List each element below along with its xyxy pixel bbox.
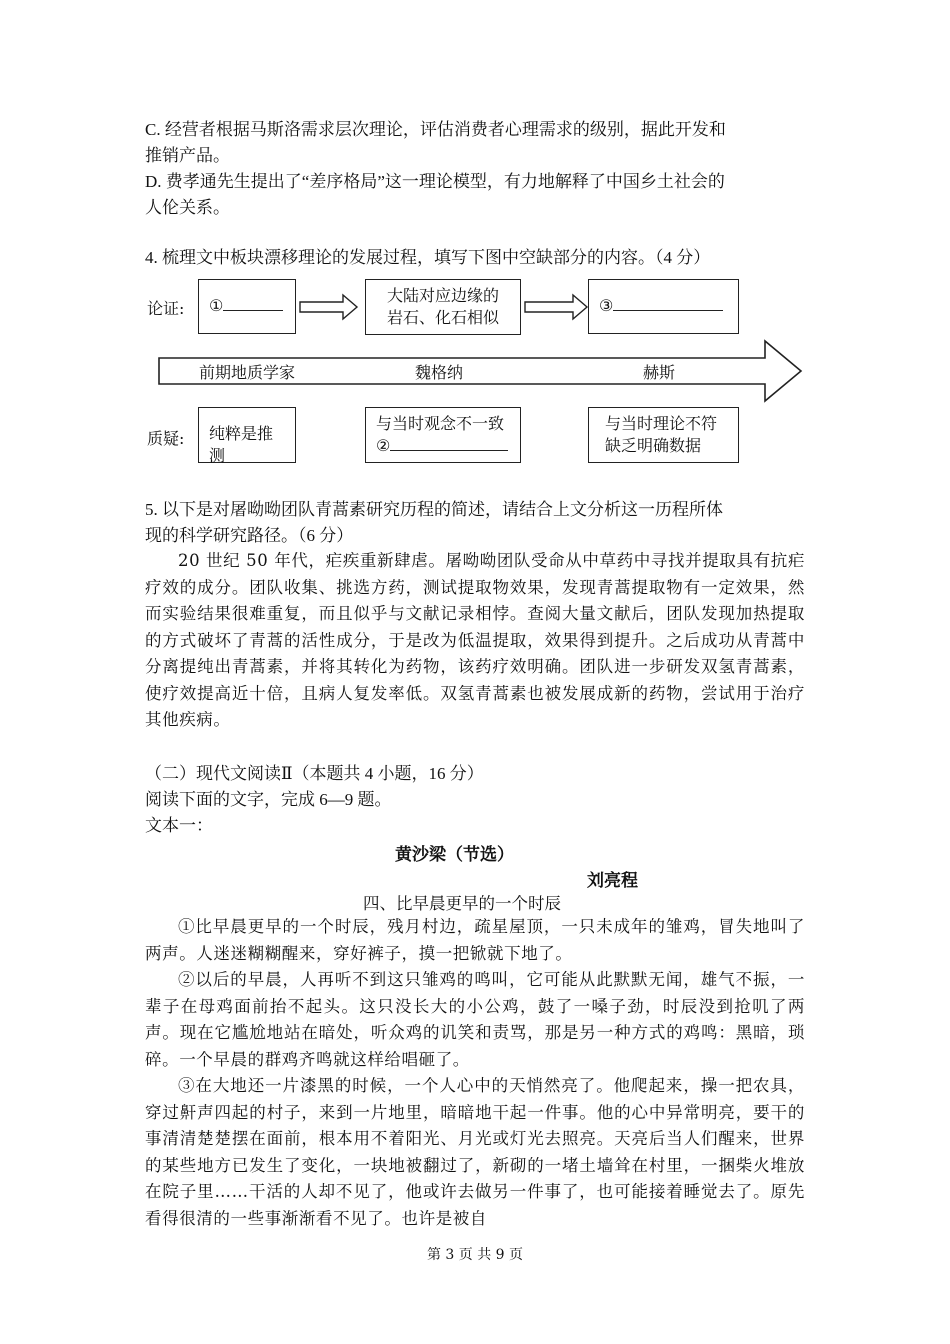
section2-instruction: 阅读下面的文字，完成 6—9 题。 bbox=[145, 790, 392, 809]
timeline-hess: 赫斯 bbox=[643, 363, 676, 382]
argument-box-3 bbox=[588, 279, 739, 334]
q3-option-d-line2: 人伦关系。 bbox=[145, 198, 230, 217]
doubt-box-2 bbox=[365, 407, 521, 463]
q5-passage-text: 20 世纪 50 年代，疟疾重新肆虐。屠呦呦团队受命从中草药中寻找并提取具有抗疟疗效的成分。团队收集、挑选方药，测试提取物效果，发现青蒿提取物有一定效果，然而实验结果很难重复，而且似乎与文献记录相悖。查阅大量文献后，团队发现加热提取的方式破坏了青蒿的活性成分，于是改为低温提取，效果得到提升。之后成功从青蒿中分离提纯出青蒿素，并将其转化为药物，该药疗效明确。团队进一步研发双氢青蒿素，使疗效提高近十倍，且病人复发率低。双氢青蒿素也被发展成新的药物，尝试用于治疗其他疾病。 bbox=[145, 551, 805, 729]
doubt-box-3-line2: 缺乏明确数据 bbox=[605, 436, 702, 455]
article-title: 黄沙梁（节选） bbox=[395, 845, 514, 865]
argument-box-2-line1: 大陆对应边缘的 bbox=[386, 286, 499, 305]
section2-text-label: 文本一： bbox=[145, 816, 213, 835]
label-argument: 论证: bbox=[147, 299, 185, 318]
q5-passage bbox=[145, 548, 805, 734]
doubt-box-3-line1: 与当时理论不符 bbox=[605, 414, 718, 433]
answer-blank-2 bbox=[390, 450, 508, 451]
q5-stem-line2: 现的科学研究路径。（6 分） bbox=[145, 526, 354, 545]
label-doubt: 质疑: bbox=[147, 429, 185, 448]
doubt-box-1-text: 纯粹是推测 bbox=[209, 424, 274, 465]
plate-tectonics-diagram bbox=[145, 270, 810, 480]
blank-marker-1: ① bbox=[209, 296, 224, 315]
q4-stem: 4. 梳理文中板块漂移理论的发展过程，填写下图中空缺部分的内容。（4 分） bbox=[145, 248, 711, 267]
article-paragraph: ②以后的早晨，人再听不到这只雏鸡的鸣叫，它可能从此默默无闻，雄气不振，一辈子在母鸡面前抬不起头。这只没长大的小公鸡，鼓了一嗓子劲，时辰没到抢叽了两声。现在它尴尬地站在暗处，听众鸡的讥笑和责骂，那是另一种方式的鸡鸣：黑暗，琐碎。一个早晨的群鸡齐鸣就这样给唱砸了。 bbox=[145, 970, 805, 1069]
page-footer: 第 3 页 共 9 页 bbox=[426, 1247, 524, 1263]
arrow-connector-1 bbox=[300, 295, 357, 319]
argument-box-2-line2: 岩石、化石相似 bbox=[386, 308, 499, 327]
q3-option-c-line2: 推销产品。 bbox=[145, 146, 230, 165]
article-paragraph: ①比早晨更早的一个时辰，残月村边，疏星屋顶，一只未成年的雏鸡，冒失地叫了两声。人迷迷糊糊醒来，穿好裤子，摸一把锨就下地了。 bbox=[145, 917, 805, 963]
argument-box-2 bbox=[365, 279, 521, 335]
argument-box-1 bbox=[198, 279, 296, 334]
timeline-wegener: 魏格纳 bbox=[415, 363, 464, 382]
article-author: 刘亮程 bbox=[587, 871, 638, 891]
q3-option-d-line1: D. 费孝通先生提出了“差序格局”这一理论模型，有力地解释了中国乡土社会的 bbox=[145, 172, 725, 191]
doubt-box-2-line1: 与当时观念不一致 bbox=[376, 414, 505, 433]
q3-option-c-line1: C. 经营者根据马斯洛需求层次理论，评估消费者心理需求的级别，据此开发和 bbox=[145, 120, 726, 139]
section2-header: （二）现代文阅读Ⅱ（本题共 4 小题，16 分） bbox=[145, 764, 484, 783]
arrow-connector-2 bbox=[525, 295, 587, 319]
blank-marker-3: ③ bbox=[599, 296, 614, 315]
answer-blank-3 bbox=[613, 310, 723, 311]
doubt-box-1 bbox=[198, 407, 296, 463]
doubt-box-3 bbox=[588, 407, 739, 463]
article-paragraph: ③在大地还一片漆黑的时候，一个人心中的天悄然亮了。他爬起来，操一把农具，穿过鼾声四起的村子，来到一片地里，暗暗地干起一件事。他的心中异常明亮，要干的事清清楚楚摆在面前，根本用不着阳光、月光或灯光去照亮。天亮后当人们醒来，世界的某些地方已发生了变化，一块地被翻过了，新砌的一堵土墙耸在村里，一捆柴火堆放在院子里……干活的人却不见了，他或许去做另一件事了，也可能接着睡觉去了。原先看得很清的一些事渐渐看不见了。也许是被自 bbox=[145, 1076, 805, 1228]
article-body bbox=[145, 914, 805, 1232]
blank-marker-2: ② bbox=[376, 436, 391, 455]
timeline-early-geologists: 前期地质学家 bbox=[199, 363, 296, 382]
chapter-heading: 四、比早晨更早的一个时辰 bbox=[363, 894, 561, 913]
answer-blank-1 bbox=[223, 310, 283, 311]
q5-stem-line1: 5. 以下是对屠呦呦团队青蒿素研究历程的简述，请结合上文分析这一历程所体 bbox=[145, 500, 723, 519]
